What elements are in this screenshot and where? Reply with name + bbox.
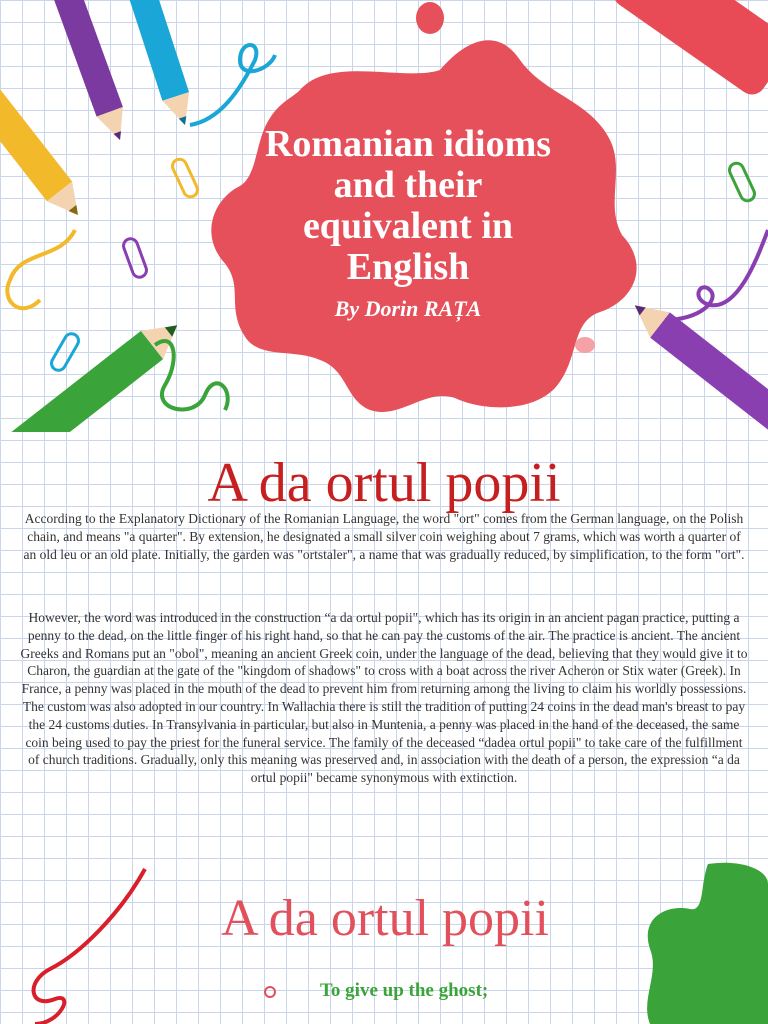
idiom-heading: A da ortul popii	[207, 452, 561, 514]
green-pencil-icon	[0, 311, 188, 432]
paper-clip-icon	[122, 237, 149, 279]
yellow-pencil-icon	[0, 55, 91, 224]
cover-slide	[0, 0, 768, 432]
equivalent-slide	[0, 824, 768, 1024]
paragraph-history: However, the word was introduced in the construction “a da ortul popii", which has its origin in an ancient pagan practice, putting a penny to the dead, on the little finger of his right hand, so that he can pay the customs of the air. The practice is ancient. The ancient Greeks and Romans put an "obol", meaning an ancient Greek coin, under the language of the dead, believing that they would give it to Charon, the guardian at the gate of the "kingdom of shadows" to cross with a boat across the river Acheron or Stix water (Greek). In France, a penny was placed in the mouth of the dead to prevent him from returning among the living to claim his worldly possessions. The custom was also adopted in our country. In Wallachia there is still the tradition of putting 24 coins in the dead man's breast to pay the 24 customs duties. In Transylvania in particular, but also in Muntenia, a penny was placed in the hand of the deceased, the same coin being used to pay the priest for the funeral service. The family of the deceased “dadea ortul popii" to take care of the fulfillment of church traditions. Gradually, only this meaning was preserved and, in association with the death of a person, the expression “a da ortul popii" became synonymous with extinction.	[20, 610, 748, 786]
paragraph-origin: According to the Explanatory Dictionary of the Romanian Language, the word "ort" comes from the German language, on the Polish chain, and means "a quarter". By extension, he designated a small silver coin weighing about 7 grams, which was worth a quarter of an old leu or an old plate. Initially, the garden was "ortstaler", a name that was gradually reduced, by simplification, to the form "ort".	[23, 511, 745, 562]
cover-author: By Dorin RAȚA	[334, 296, 482, 321]
red-marker-icon	[575, 0, 768, 100]
blue-pencil-icon	[119, 0, 198, 129]
purple-squiggle	[665, 230, 768, 320]
paper-clip-icon	[727, 161, 757, 203]
blue-squiggle	[190, 45, 275, 125]
bullet-circle-icon	[264, 986, 276, 998]
yellow-squiggle	[7, 230, 75, 308]
idiom-heading: A da ortul popii	[221, 890, 549, 947]
paint-drop	[416, 2, 444, 34]
english-equivalent: To give up the ghost;	[320, 980, 489, 1001]
purple-pencil-icon	[49, 0, 133, 145]
explanation-slide	[0, 432, 768, 824]
blob-highlight	[575, 337, 595, 353]
paper-clip-icon	[49, 331, 81, 373]
red-squiggle	[34, 869, 145, 1024]
paper-clip-icon	[170, 157, 200, 199]
cover-title: Romanian idioms and their equivalent in English	[264, 123, 552, 288]
green-paint-blob	[647, 863, 768, 1024]
